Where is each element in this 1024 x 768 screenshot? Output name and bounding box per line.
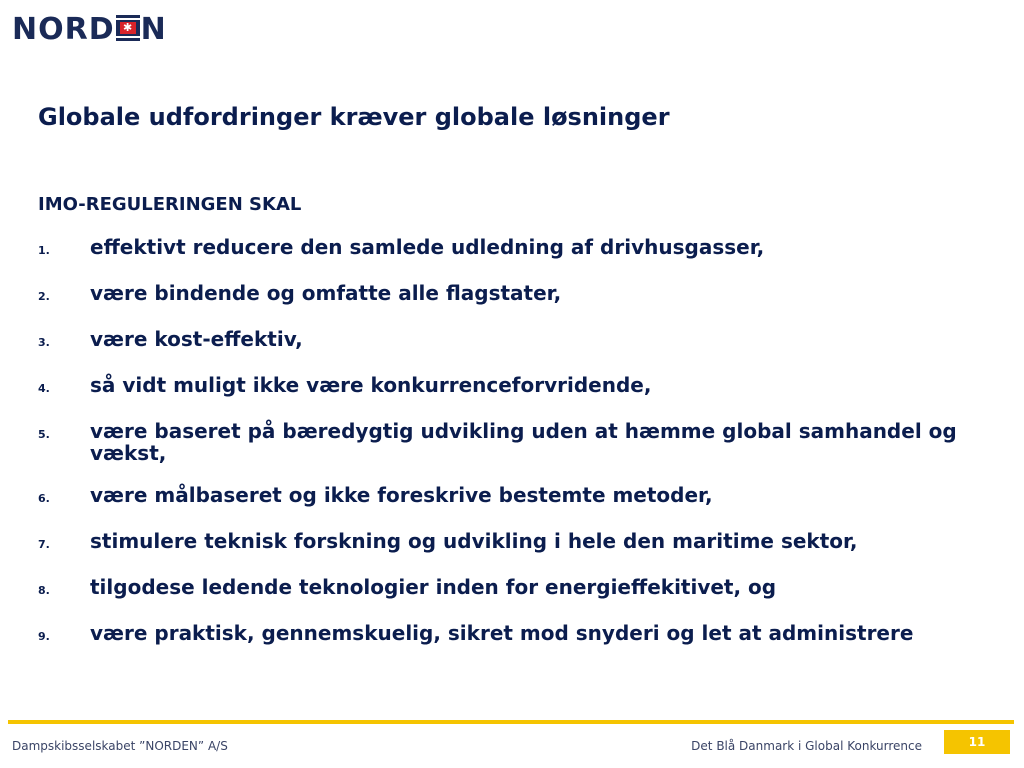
item-number: 6. xyxy=(38,492,50,505)
item-number: 7. xyxy=(38,538,50,551)
item-number: 3. xyxy=(38,336,50,349)
item-number: 8. xyxy=(38,584,50,597)
item-number: 9. xyxy=(38,630,50,643)
item-number: 5. xyxy=(38,428,50,441)
star-icon: ✱ xyxy=(123,21,133,34)
item-text: være kost-effektiv, xyxy=(90,327,303,351)
page-number: 11 xyxy=(944,730,1010,754)
logo-flag-emblem xyxy=(116,15,140,41)
footer-presentation-title: Det Blå Danmark i Global Konkurrence xyxy=(691,739,922,753)
item-number: 4. xyxy=(38,382,50,395)
item-text: så vidt muligt ikke være konkurrenceforvridende, xyxy=(90,373,652,397)
item-text: stimulere teknisk forskning og udvikling i hele den maritime sektor, xyxy=(90,529,858,553)
item-text: være målbaseret og ikke foreskrive bestemte metoder, xyxy=(90,483,713,507)
list-item xyxy=(38,282,998,308)
list-item xyxy=(38,374,998,400)
list-item xyxy=(38,420,998,464)
item-text: effektivt reducere den samlede udledning af drivhusgasser, xyxy=(90,235,765,259)
list-item xyxy=(38,576,998,602)
slide-subtitle: IMO-REGULERINGEN SKAL xyxy=(38,194,302,215)
item-text: være praktisk, gennemskuelig, sikret mod snyderi og let at administrere xyxy=(90,621,914,645)
requirements-list xyxy=(38,236,998,668)
footer-company: Dampskibsselskabet ”NORDEN” A/S xyxy=(12,739,228,753)
item-number: 2. xyxy=(38,290,50,303)
slide-title: Globale udfordringer kræver globale løsninger xyxy=(38,103,670,131)
list-item xyxy=(38,236,998,262)
item-text: være bindende og omfatte alle flagstater, xyxy=(90,281,562,305)
logo-text-right: N xyxy=(140,12,167,47)
list-item xyxy=(38,530,998,556)
list-item xyxy=(38,328,998,354)
item-text: være baseret på bæredygtig udvikling uden at hæmme global samhandel og vækst, xyxy=(90,419,957,465)
norden-logo xyxy=(12,14,167,46)
item-number: 1. xyxy=(38,244,50,257)
logo-text-left: NORD xyxy=(12,12,115,47)
footer-divider xyxy=(8,720,1014,724)
list-item xyxy=(38,622,998,648)
item-text: tilgodese ledende teknologier inden for energieffekitivet, og xyxy=(90,575,777,599)
list-item xyxy=(38,484,998,510)
